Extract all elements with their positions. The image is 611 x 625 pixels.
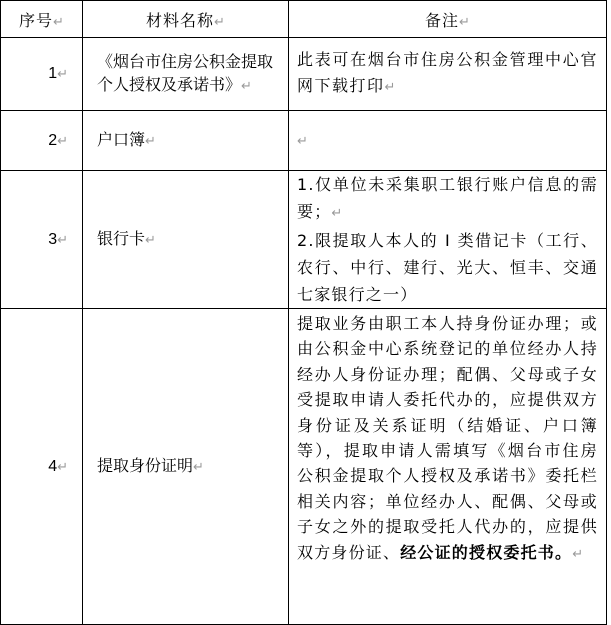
table-row <box>1 309 607 625</box>
table-row <box>1 111 607 171</box>
material-remark: ↵ <box>289 111 607 171</box>
material-name: 《烟台市住房公积金提取个人授权及承诺书》↵ <box>83 38 289 111</box>
table-header-row <box>1 1 607 38</box>
remark-bold-text: 经公证的授权委托书。 <box>400 542 573 562</box>
header-no: 序号↵ <box>1 1 83 38</box>
remark-plain-text: 提取业务由职工本人持身份证办理；或由公积金中心系统登记的单位经办人持经办人身份证办理；配偶、父母或子女受提取申请人委托代办的，应提供双方身份证及关系证明（结婚证、户口簿等），提取申请人需填写《烟台市住房公积金提取个人授权及承诺书》委托栏相关内容；单位经办人、配偶、父母或子女之外的提取受托人代办的，应提供双方身份证、 <box>297 314 598 562</box>
material-name: 提取身份证明↵ <box>83 309 289 625</box>
header-remark: 备注↵ <box>289 1 607 38</box>
table-row <box>1 38 607 111</box>
row-number: 2↵ <box>1 111 83 171</box>
remark-line-1: 1.仅单位未采集职工银行账户信息的需要； <box>297 175 598 221</box>
table-row <box>1 171 607 309</box>
material-name: 户口簿↵ <box>83 111 289 171</box>
material-remark: 1.仅单位未采集职工银行账户信息的需要；↵ 2.限提取人本人的 I 类借记卡（工行、农行、中行、建行、光大、恒丰、交通七家银行之一） <box>289 171 607 309</box>
header-name: 材料名称↵ <box>83 1 289 38</box>
row-number: 1↵ <box>1 38 83 111</box>
remark-line-2: 2.限提取人本人的 I 类借记卡（工行、农行、中行、建行、光大、恒丰、交通七家银行之一） <box>297 231 598 304</box>
row-number: 3↵ <box>1 171 83 309</box>
material-name: 银行卡↵ <box>83 171 289 309</box>
row-number: 4↵ <box>1 309 83 625</box>
material-remark: 提取业务由职工本人持身份证办理；或由公积金中心系统登记的单位经办人持经办人身份证办理；配偶、父母或子女受提取申请人委托代办的，应提供双方身份证及关系证明（结婚证、户口簿等），提取申请人需填写《烟台市住房公积金提取个人授权及承诺书》委托栏相关内容；单位经办人、配偶、父母或子女之外的提取受托人代办的，应提供双方身份证、经公证的授权委托书。↵ <box>289 309 607 625</box>
material-remark: 此表可在烟台市住房公积金管理中心官网下载打印↵ <box>289 38 607 111</box>
